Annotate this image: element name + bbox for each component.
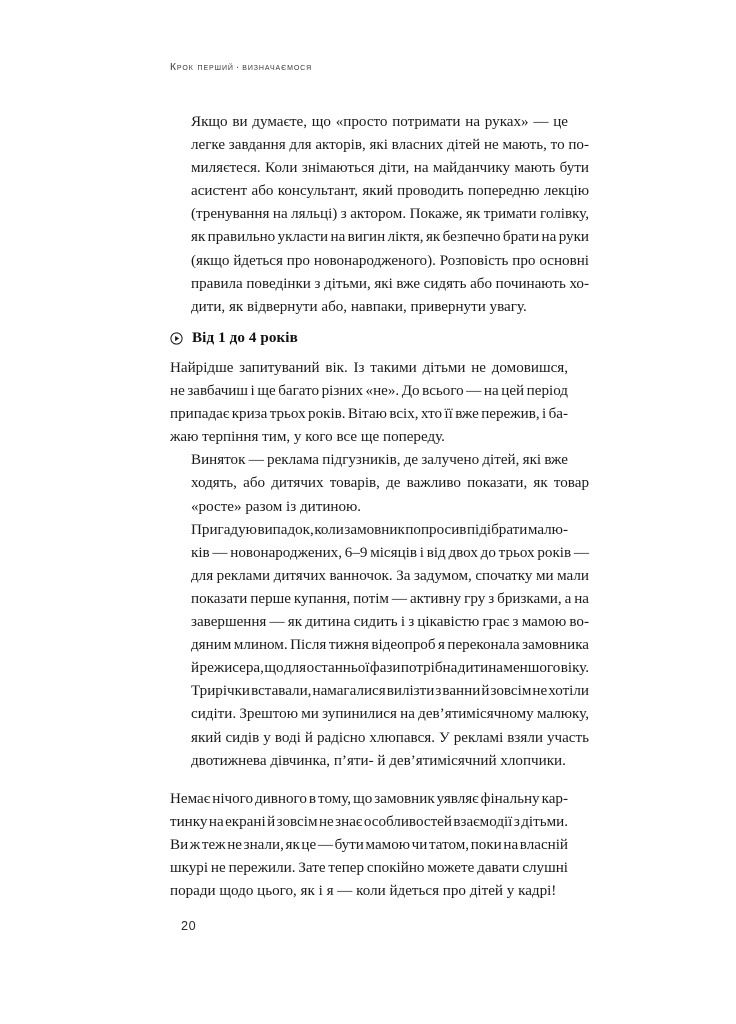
text-line: Ви ж теж не знали, як це — бути мамою чи татом, поки на власній (170, 837, 568, 854)
text-line: Якщо ви думаєте, що «просто потримати на руках» — це (191, 114, 568, 130)
text-line: легке завдання для акторів, які власних дітей не мають, то по- (191, 137, 589, 154)
text-line: ходять, або дитячих товарів, де важливо показати, як товар (191, 475, 589, 492)
text-line: дяним млином. Після тижня відеопроб я переконала замовника (191, 637, 589, 654)
running-header-chapter: Крок перший (170, 62, 234, 74)
running-header-section: визначаємося (242, 62, 313, 74)
text-line: Немає нічого дивного в тому, що замовник уявляє фінальну кар- (170, 791, 568, 807)
text-line: поради щодо цього, як і я — коли йдеться про дітей у кадрі! (170, 883, 557, 900)
text-line: шкурі не пережили. Зате тепер спокійно можете давати слушні (170, 860, 568, 877)
text-line: жаю терпіння тим, у кого все ще попереду. (170, 429, 445, 446)
text-line: «росте» разом із дитиною. (191, 498, 362, 515)
play-circle-icon (170, 332, 183, 345)
text-line: Найрідше запитуваний вік. Із такими дітьми не домовишся, (170, 360, 568, 376)
subheading-age-range (170, 330, 298, 347)
text-line: який сидів у воді й радісно хлюпався. У рекламі взяли участь (191, 729, 589, 746)
text-line: миляєтеся. Коли знімаються діти, на майданчику мають бути (191, 160, 589, 177)
running-header-separator: · (235, 62, 241, 73)
page-number: 20 (181, 919, 197, 933)
text-line: Виняток — реклама підгузників, де залучено дітей, які вже (191, 452, 568, 469)
text-line: й режисера, що для останньої фази потрібна дитина меншого віку. (191, 660, 589, 677)
text-line: двотижнева дівчинка, п’яти- й дев’ятимісячний хлопчики. (191, 752, 566, 769)
text-line: ків — новонароджених, 6–9 місяців і від двох до трьох років — (191, 544, 589, 561)
text-line: (тренування на ляльці) з актором. Покаже, як тримати голівку, (191, 206, 589, 223)
text-line: завершення — як дитина сидить і з цікавістю грає з мамою во- (191, 614, 589, 631)
text-line: правила поведінки з дітьми, які вже сидять або починають хо- (191, 275, 589, 292)
text-line: (якщо йдеться про новонародженого). Розповість про основні (191, 252, 589, 269)
text-line: не завбачиш і ще багато різних «не». До всього — на цей період (170, 383, 568, 400)
paragraph-block-1 (170, 111, 589, 319)
text-line: як правильно укласти на вигин ліктя, як безпечно брати на руки (191, 229, 589, 246)
subheading-label: Від 1 до 4 років (192, 330, 298, 346)
paragraph-1 (170, 111, 589, 319)
text-line: показати перше купання, потім — активну гру з бризками, а на (191, 590, 589, 607)
text-line: асистент або консультант, який проводить попередню лекцію (191, 183, 589, 200)
paragraph-5 (170, 788, 568, 903)
text-line: Пригадую випадок, коли замовник попросив підібрати малю- (191, 521, 568, 538)
text-line: для реклами дитячих ванночок. За задумом, спочатку ми мали (191, 567, 589, 584)
text-line: дити, як відвернути або, навпаки, привернути увагу. (191, 298, 527, 315)
paragraph-block-3 (170, 788, 568, 903)
text-line: сидіти. Зрештою ми зупинилися на дев’ятимісячному малюку, (191, 706, 589, 723)
running-header (170, 62, 590, 73)
paragraph-block-2 (170, 357, 589, 773)
paragraph-4 (170, 519, 589, 773)
text-line: тинку на екрані й зовсім не знає особливостей взаємодії з дітьми. (170, 814, 568, 831)
paragraph-2 (170, 357, 568, 449)
text-line: Трирічки вставали, намагалися вилізти з ванни й зовсім не хотіли (191, 683, 589, 700)
text-line: припадає криза трьох років. Вітаю всіх, хто її вже пережив, і ба- (170, 406, 568, 423)
paragraph-3 (170, 449, 589, 518)
